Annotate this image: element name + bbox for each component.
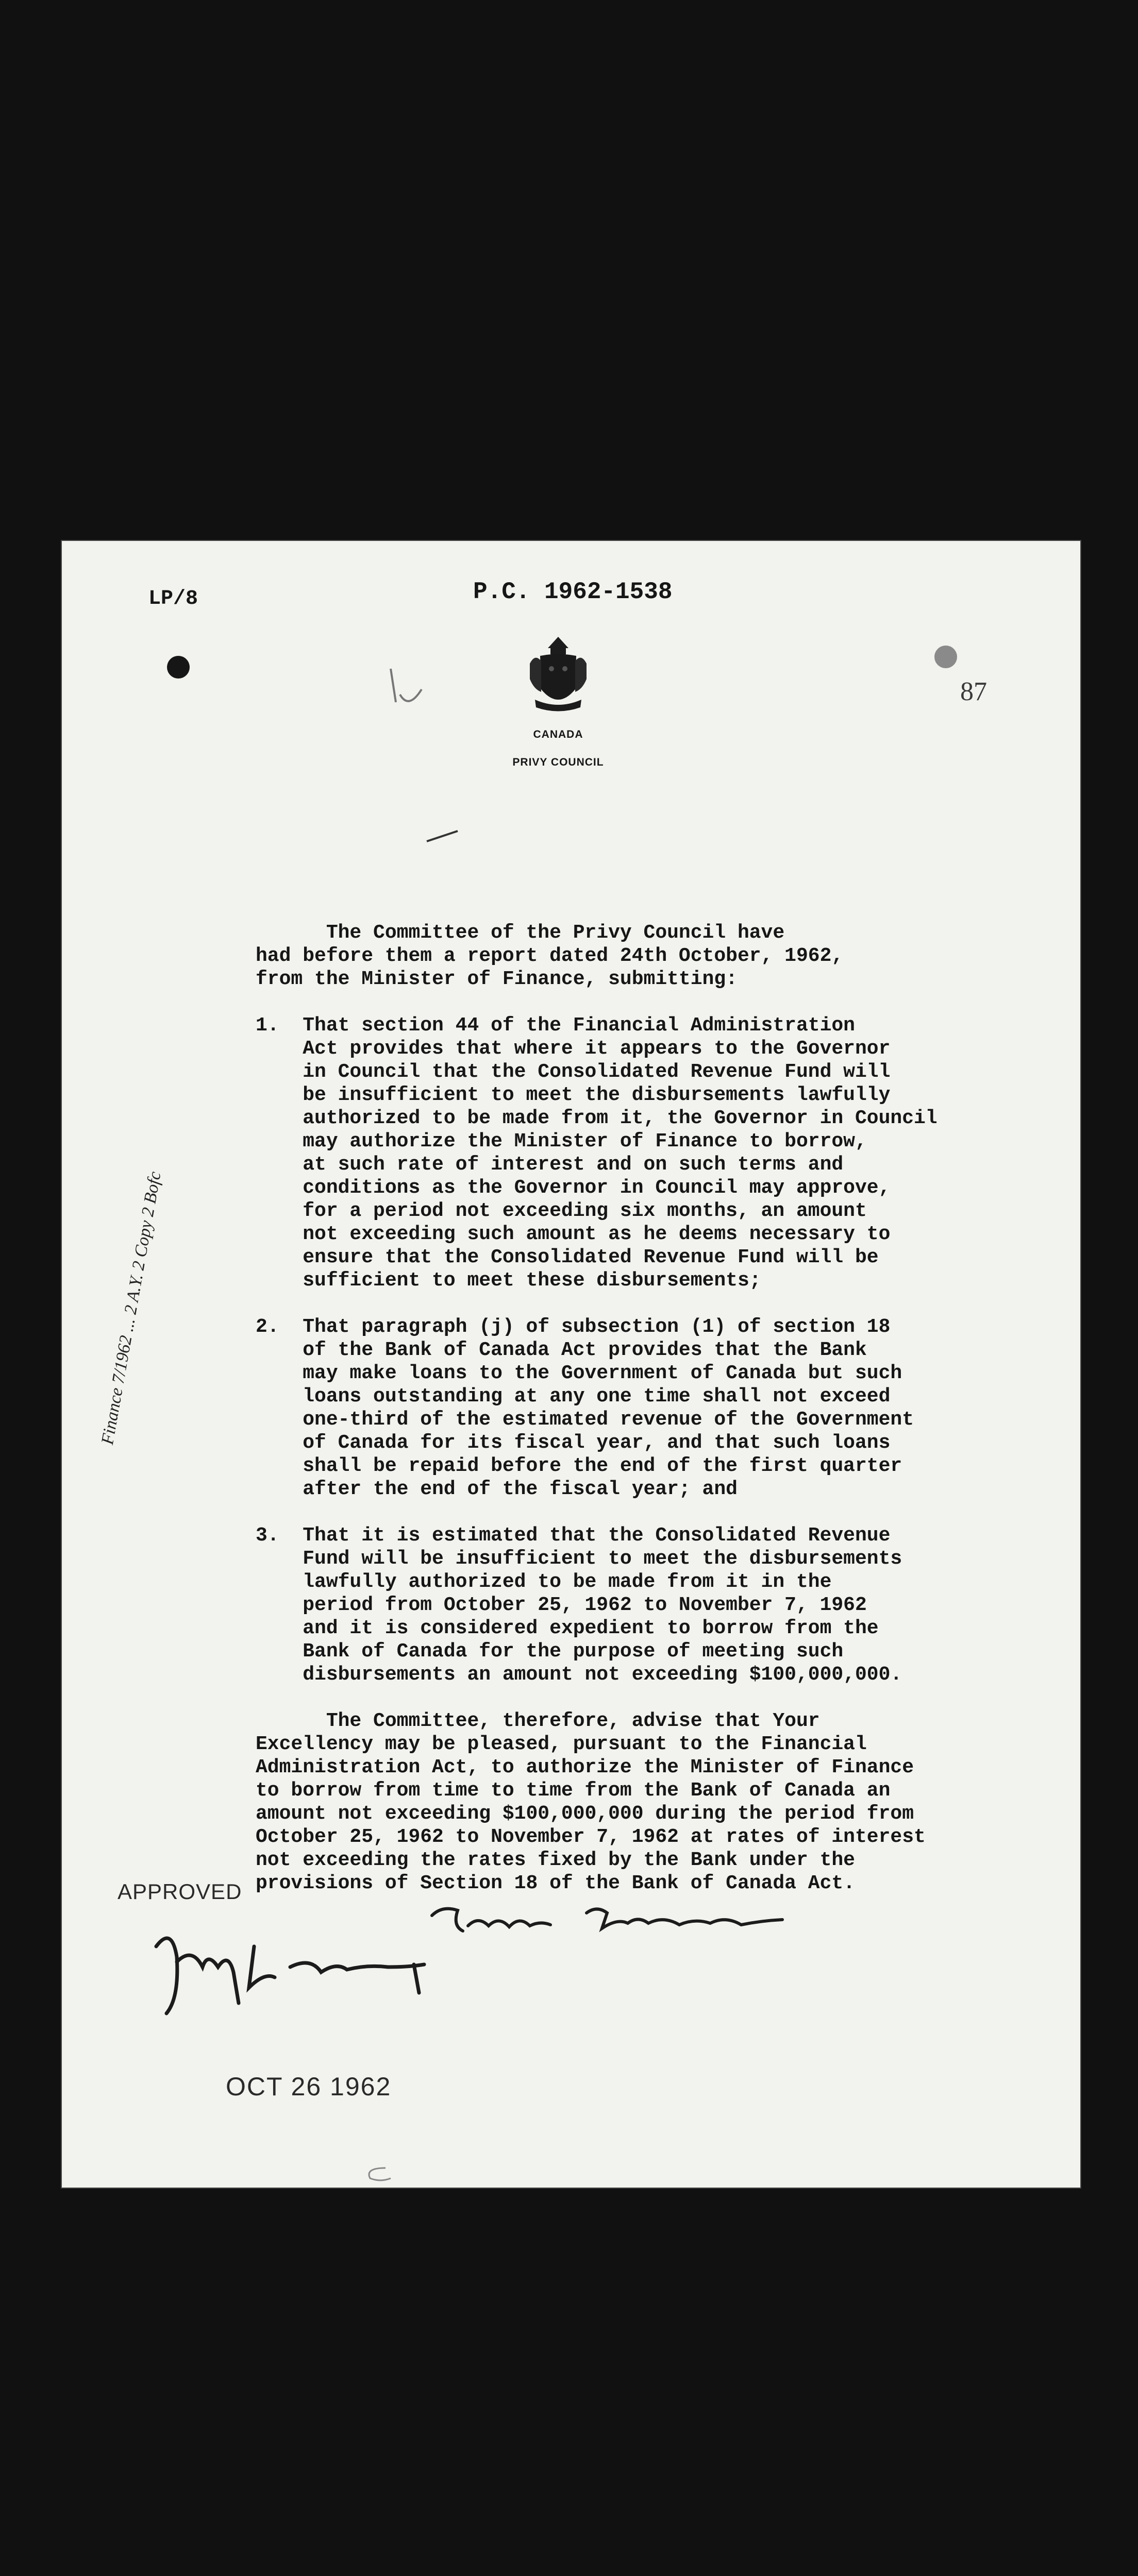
body-line: after the end of the fiscal year; and [256,1478,738,1500]
letterhead-country: CANADA [533,728,583,740]
body-line: Act provides that where it appears to the Governor [256,1038,891,1060]
body-line [256,1501,1080,1524]
body-line [256,991,1080,1014]
body-line: Excellency may be pleased, pursuant to the Financial [256,1733,867,1755]
body-line: to borrow from time to time from the Bank of Canada an [256,1780,891,1802]
body-line: and it is considered expedient to borrow from the [256,1617,879,1639]
body-line: may authorize the Minister of Finance to borrow, [256,1130,867,1153]
governor-signature [146,1916,434,2019]
body-line: Fund will be insufficient to meet the disbursements [256,1548,902,1570]
minister-signature [422,1895,896,1957]
body-line: loans outstanding at any one time shall not exceed [256,1385,891,1408]
page-number: 87 [960,677,987,706]
body-line: 3. That it is estimated that the Consolidated Revenue [256,1524,891,1547]
body-line: Administration Act, to authorize the Minister of Finance [256,1756,914,1778]
order-body [256,921,1080,1895]
body-line: conditions as the Governor in Council may approve, [256,1177,891,1199]
approval-label: APPROVED [118,1879,242,1904]
pen-mark-icon [380,664,432,720]
approval-date-stamp: OCT 26 1962 [226,2072,392,2101]
body-line [256,1686,1080,1709]
pen-mark-icon [424,826,460,846]
margin-note-text: Finance 7/1962 ... 2 A.Y. 2 Copy 2 Bofc [97,1170,165,1446]
signature-1-text: Georges P. Vanier [249,1925,260,1926]
body-line: lawfully authorized to be made from it in the [256,1571,832,1593]
body-line: be insufficient to meet the disbursements lawfully [256,1084,891,1106]
body-line: ensure that the Consolidated Revenue Fund will be [256,1246,879,1268]
body-line [256,1292,1080,1315]
body-line: sufficient to meet these disbursements; [256,1269,761,1292]
order-number: P.C. 1962-1538 [473,579,673,605]
body-line: amount not exceeding $100,000,000 during the period from [256,1803,914,1825]
body-line: shall be repaid before the end of the first quarter [256,1455,902,1477]
margin-handwriting [20,1170,236,1446]
body-line: of the Bank of Canada Act provides that the Bank [256,1339,867,1361]
pen-mark-icon [360,2163,396,2183]
body-line: 2. That paragraph (j) of subsection (1) of section 18 [256,1316,891,1338]
body-line: not exceeding the rates fixed by the Bank under the [256,1849,855,1871]
body-line: authorized to be made from it, the Governor in Council [256,1107,938,1129]
body-line: not exceeding such amount as he deems necessary to [256,1223,891,1245]
body-line: in Council that the Consolidated Revenue Fund will [256,1061,891,1083]
body-line: may make loans to the Government of Canada but such [256,1362,902,1384]
body-line: one-third of the estimated revenue of the Government [256,1409,914,1431]
punch-hole [167,656,190,679]
body-line: The Committee of the Privy Council have [256,922,785,944]
body-line: period from October 25, 1962 to November 7, 1962 [256,1594,867,1616]
body-line: provisions of Section 18 of the Bank of Canada Act. [256,1872,855,1894]
body-line: disbursements an amount not exceeding $100,000,000. [256,1664,902,1686]
body-line: 1. That section 44 of the Financial Administration [256,1014,855,1037]
body-line: of Canada for its fiscal year, and that such loans [256,1432,891,1454]
body-line: for a period not exceeding six months, an amount [256,1200,867,1222]
file-reference: LP/8 [148,587,198,611]
body-line: The Committee, therefore, advise that Your [256,1710,820,1732]
punch-hole [934,646,957,668]
body-line: Bank of Canada for the purpose of meeting such [256,1640,844,1663]
body-line: had before them a report dated 24th October, 1962, [256,945,844,967]
body-line: October 25, 1962 to November 7, 1962 at rates of interest [256,1826,926,1848]
signature-2-text: Gordon Churchill [427,1896,437,1898]
document-page [61,540,1081,2189]
coat-of-arms-icon [520,633,597,715]
body-line: from the Minister of Finance, submitting: [256,968,738,990]
body-line: at such rate of interest and on such terms and [256,1154,844,1176]
letterhead-body: PRIVY COUNCIL [512,756,604,768]
